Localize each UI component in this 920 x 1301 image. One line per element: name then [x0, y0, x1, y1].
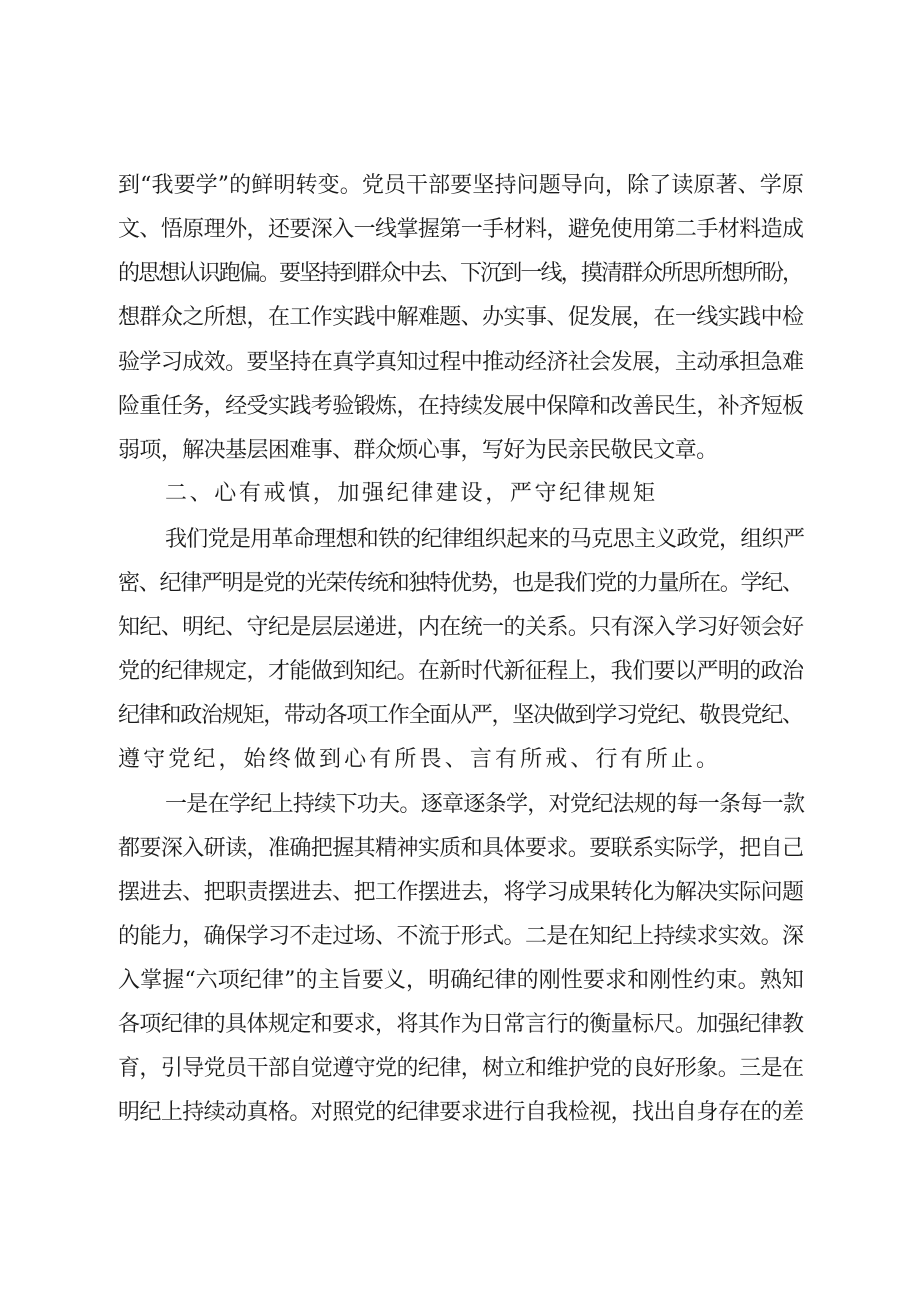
text-line: 摆进去、把职责摆进去、把工作摆进去，将学习成果转化为解决实际问题	[118, 880, 804, 905]
heading-line: 二、心有戒慎，加强纪律建设，严守纪律规矩	[165, 481, 658, 506]
text-line: 纪律和政治规矩，带动各项工作全面从严，坚决做到学习党纪、敬畏党纪、	[118, 703, 803, 728]
text-line: 到“我要学”的鲜明转变。党员干部要坚持问题导向，除了读原著、学原	[118, 173, 805, 198]
text-line: 文、悟原理外，还要深入一线掌握第一手材料，避免使用第二手材料造成	[118, 217, 804, 242]
text-line: 想群众之所想，在工作实践中解难题、办实事、促发展，在一线实践中检	[118, 305, 804, 330]
text-line: 知纪、明纪、守纪是层层递进，内在统一的关系。只有深入学习好领会好	[118, 615, 804, 640]
text-line: 入掌握“六项纪律”的主旨要义，明确纪律的刚性要求和刚性约束。熟知	[118, 968, 805, 993]
text-line: 遵守党纪，始终做到心有所畏、言有所戒、行有所止。	[118, 747, 722, 772]
text-line: 验学习成效。要坚持在真学真知过程中推动经济社会发展，主动承担急难	[118, 350, 804, 375]
text-line: 密、纪律严明是党的光荣传统和独特优势，也是我们党的力量所在。学纪、	[118, 571, 803, 596]
text-line: 明纪上持续动真格。对照党的纪律要求进行自我检视，找出自身存在的差	[118, 1100, 804, 1125]
text-line: 育，引导党员干部自觉遵守党的纪律，树立和维护党的良好形象。三是在	[118, 1056, 804, 1081]
text-line: 都要深入研读，准确把握其精神实质和具体要求。要联系实际学，把自己	[118, 836, 804, 861]
text-line: 我们党是用革命理想和铁的纪律组织起来的马克思主义政党，组织严	[165, 527, 805, 552]
text-line: 党的纪律规定，才能做到知纪。在新时代新征程上，我们要以严明的政治	[118, 659, 804, 684]
text-line: 一是在学纪上持续下功夫。逐章逐条学，对党纪法规的每一条每一款	[165, 792, 805, 817]
text-line: 的思想认识跑偏。要坚持到群众中去、下沉到一线，摸清群众所思所想所盼，	[118, 261, 803, 286]
text-line: 各项纪律的具体规定和要求，将其作为日常言行的衡量标尺。加强纪律教	[118, 1012, 804, 1037]
text-line: 险重任务，经受实践考验锻炼，在持续发展中保障和改善民生，补齐短板	[118, 394, 804, 419]
text-line: 的能力，确保学习不走过场、不流于形式。二是在知纪上持续求实效。深	[118, 924, 804, 949]
text-line: 弱项，解决基层困难事、群众烦心事，写好为民亲民敬民文章。	[118, 438, 718, 463]
